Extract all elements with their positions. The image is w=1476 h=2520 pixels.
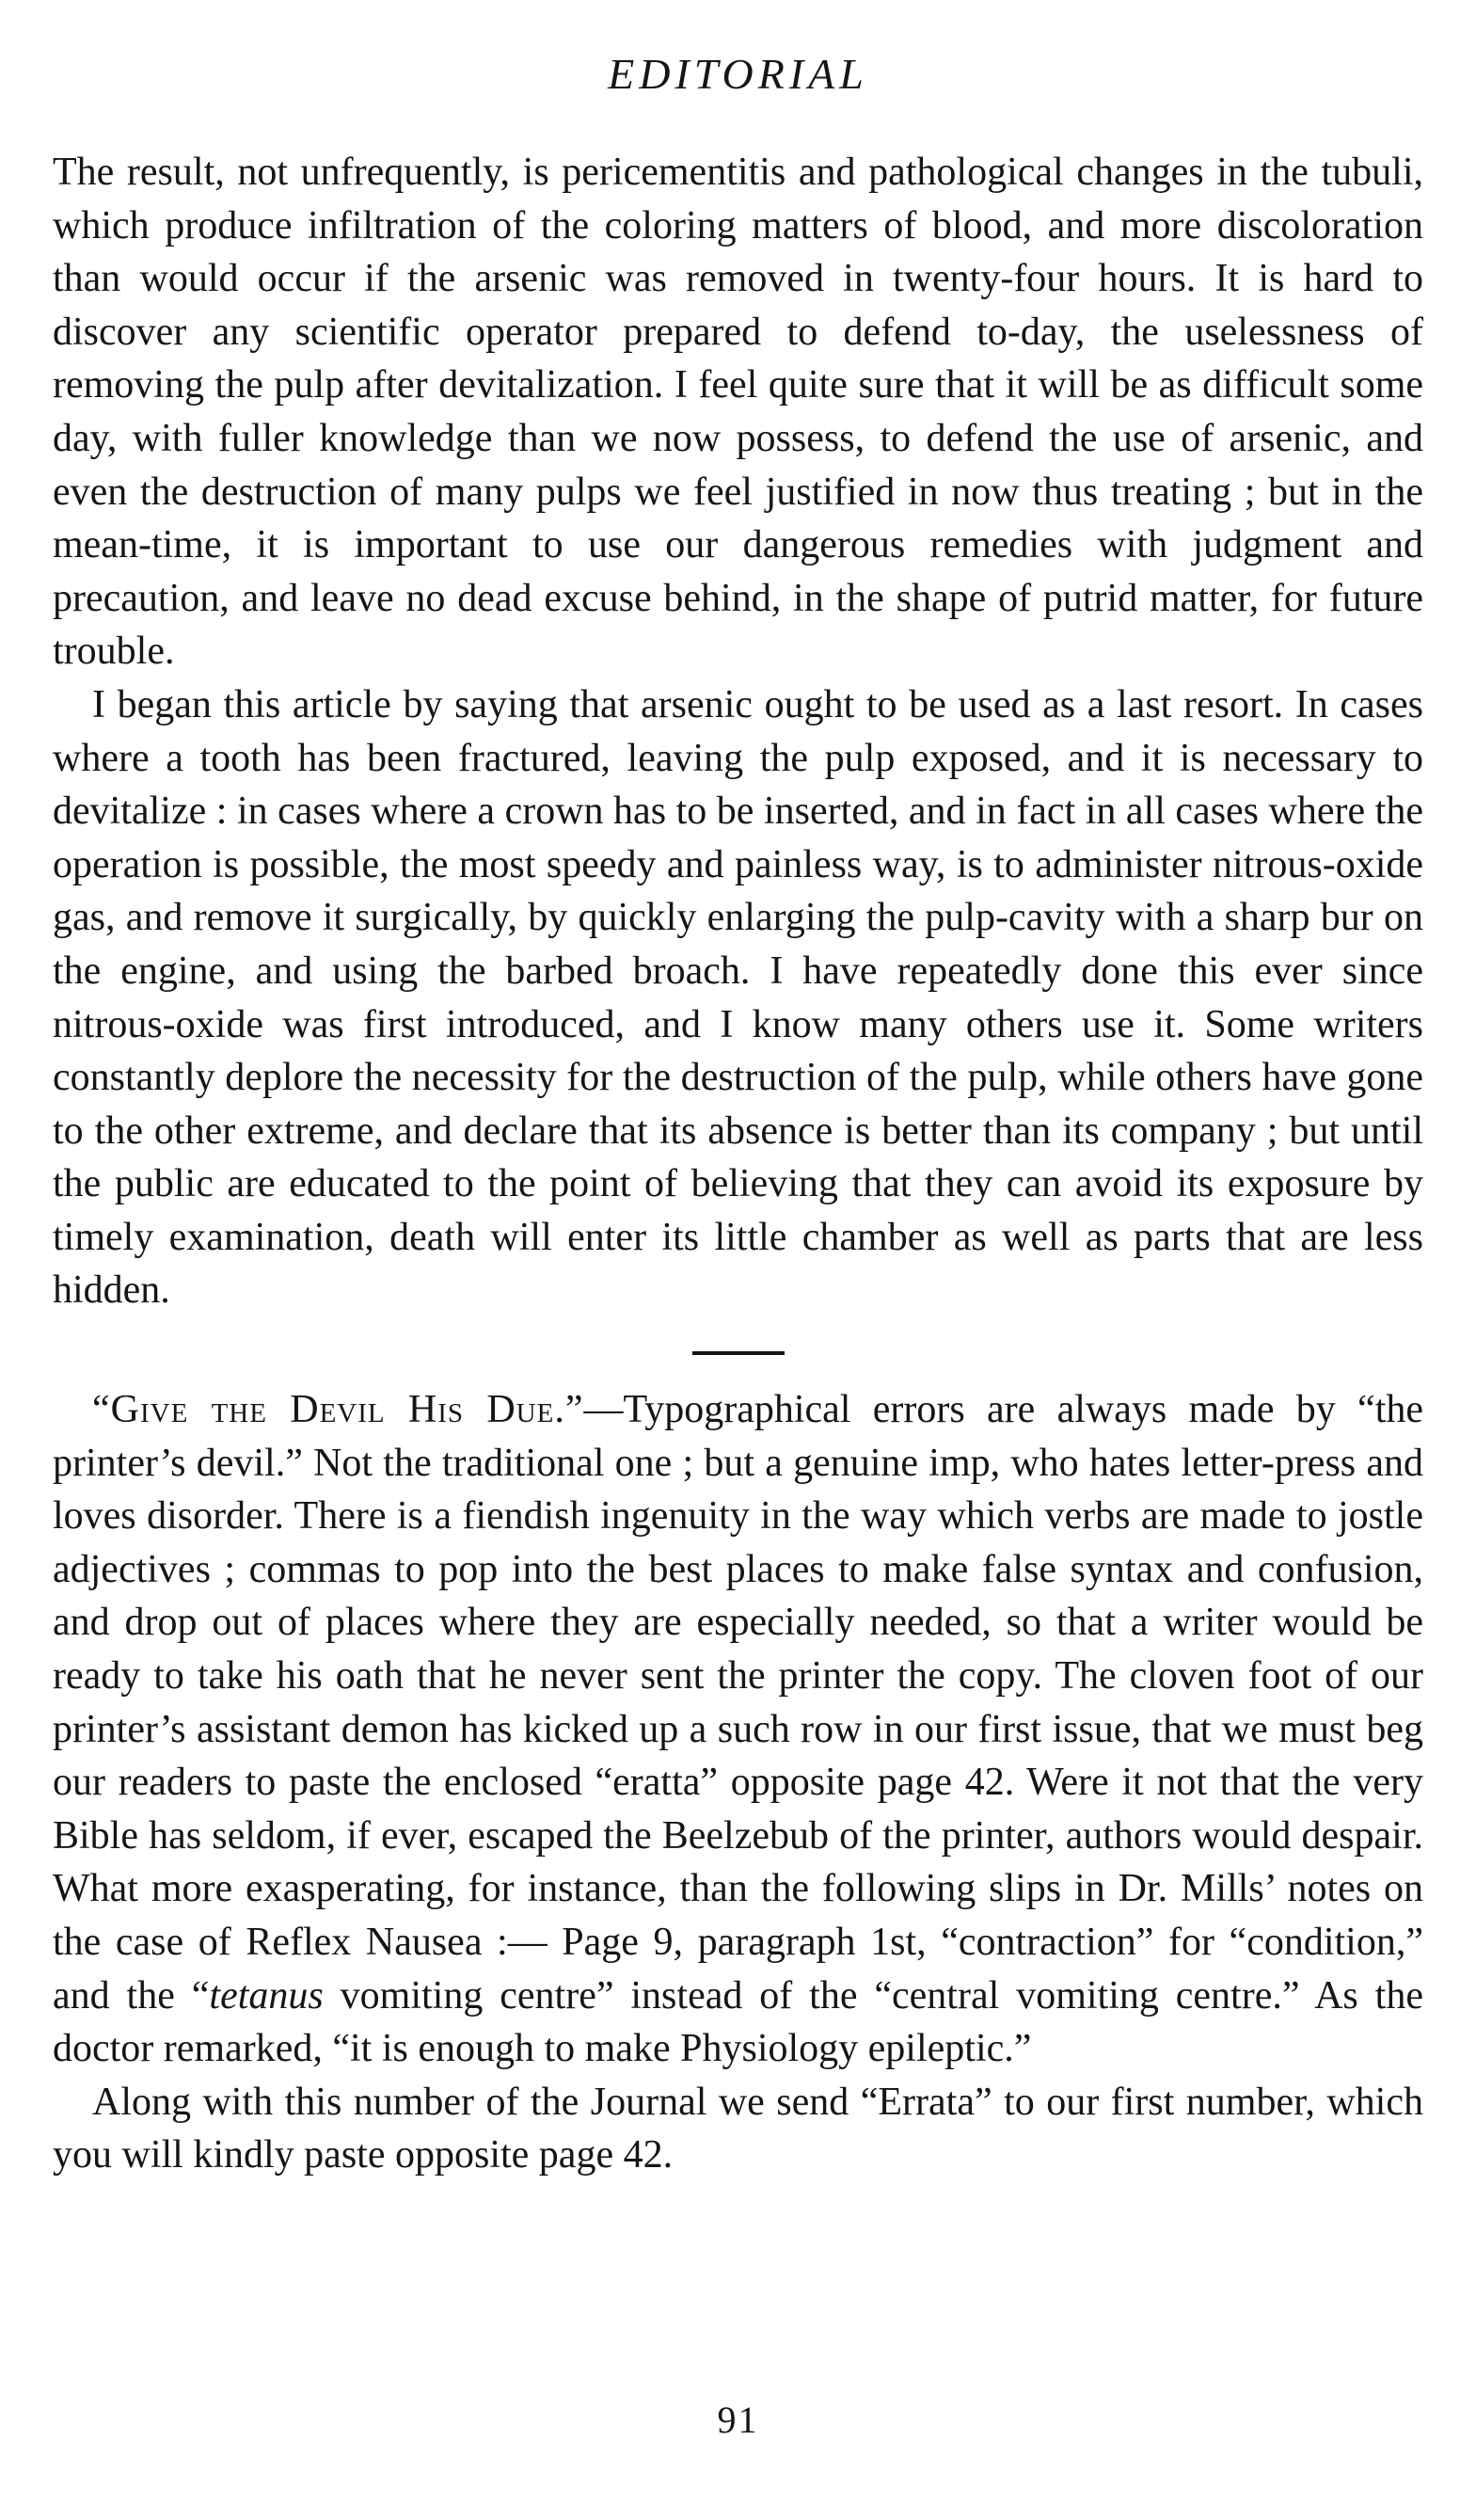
article-body — [53, 146, 1423, 2182]
paragraph-devil-his-due — [53, 1383, 1423, 2076]
running-head: EDITORIAL — [608, 50, 868, 98]
paragraph-last-resort: I began this article by saying that arsenic ought to be used as a last resort. In cases where a tooth has been fractured, leaving the pulp exposed, and it is necessary to devitalize : in cases where a crown has to be inserted, and in fact in all cases where the operation is possible, the most speedy and painless way, is to administer nitrous-oxide gas, and remove it surgically, by quickly enlarging the pulp-cavity with a sharp bur on the engine, and using the barbed broach. I have repeatedly done this ever since nitrous-oxide was first introduced, and I know many others use it. Some writers constantly deplore the necessity for the destruction of the pulp, while others have gone to the other extreme, and declare that its absence is better than its company ; but until the public are educated to the point of believing that they can avoid its exposure by timely examination, death will enter its little chamber as well as parts that are less hidden. — [53, 682, 1423, 1313]
section-heading: “Give the Devil His Due.” — [92, 1388, 584, 1432]
paragraph-text-part-1: —Typographical errors are always made by “the printer’s devil.” Not the traditional one ; but a genuine imp, who hates letter-press and loves disorder. There is a fiendish ingenuity in the way which verbs are made to jostle adjectives ; commas to pop into the best places to make false syntax and confusion, and drop out of places where they are especially needed, so that a writer would be ready to take his oath that he never sent the printer the copy. The cloven foot of our printer’s assistant demon has kicked up a such row in our first issue, that we must beg our readers to paste the enclosed “eratta” opposite page 42. Were it not that the very Bible has seldom, if ever, escaped the Beelzebub of the printer, authors would despair. What more exasperating, for instance, than the following slips in Dr. Mills’ notes on the case of Reflex Nausea :— Page 9, paragraph 1st, “contraction” for “condition,” and the “ — [53, 1388, 1424, 2018]
section-divider — [692, 1351, 785, 1355]
paragraph-text-part-2: vomiting centre” instead of the “central vomiting centre.” As the doctor remarked, “it is enough to make Physiology epileptic.” — [53, 1973, 1423, 2071]
paragraph-errata-notice: Along with this number of the Journal we send “Errata” to our first number, which you will kindly paste opposite page 42. — [53, 2080, 1423, 2177]
paragraph-arsenic-result: The result, not unfrequently, is pericementitis and pathological changes in the tubuli, which produce infiltration of the coloring matters of blood, and more discoloration than would occur if the arsenic was removed in twenty-four hours. It is hard to discover any scientific operator prepared to defend to-day, the uselessness of removing the pulp after devitalization. I feel quite sure that it will be as difficult some day, with fuller knowledge than we now possess, to defend the use of arsenic, and even the destruction of many pulps we feel justified in now thus treating ; but in the mean-time, it is important to use our dangerous remedies with judgment and precaution, and leave no dead excuse behind, in the shape of putrid matter, for future trouble. — [53, 151, 1423, 674]
page-number: 91 — [717, 2399, 759, 2441]
italic-term: tetanus — [209, 1973, 324, 2018]
